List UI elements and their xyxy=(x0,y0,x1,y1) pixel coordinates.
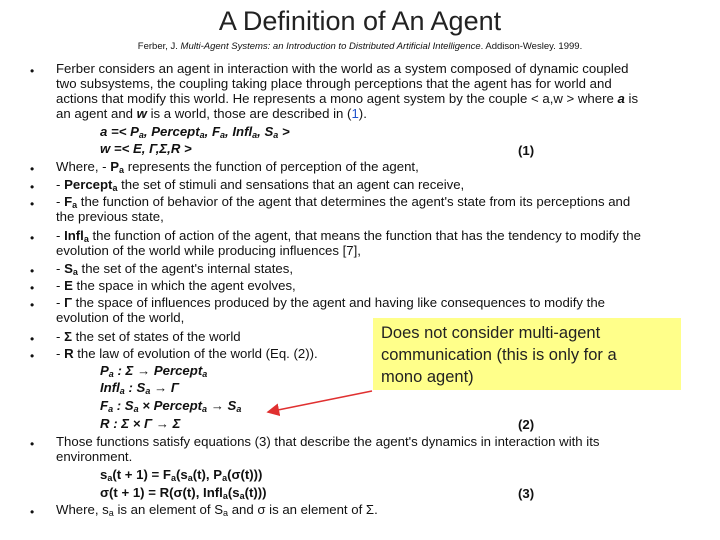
eq3-sub: a xyxy=(239,491,245,501)
eq2-label: (2) xyxy=(518,417,535,432)
eq3-part: σ(t + 1) = R(σ(t), Infl xyxy=(100,485,223,500)
reference-citation xyxy=(0,41,720,52)
list-item-continuation: the previous state, xyxy=(56,209,164,224)
list-item-symbol: P xyxy=(110,159,120,174)
eq2-sub: a xyxy=(108,369,114,379)
list-item-prefix: - xyxy=(56,295,65,310)
list-item xyxy=(56,279,296,294)
final-pre: Where, s xyxy=(56,502,109,517)
eq1-a xyxy=(100,124,290,139)
p1-line4-post: ). xyxy=(358,106,367,121)
list-item-symbol: Σ xyxy=(64,329,72,344)
list-item-text: the set of states of the world xyxy=(71,329,241,344)
eq2-sub: a xyxy=(108,404,114,414)
eq3-part: s xyxy=(100,467,108,482)
final-mid: is an element of S xyxy=(113,502,224,517)
list-item-prefix: Where, - xyxy=(56,159,111,174)
list-item-prefix: - xyxy=(56,261,65,276)
list-item xyxy=(56,330,241,345)
list-item-prefix: - xyxy=(56,346,65,361)
eq3-line1 xyxy=(100,467,262,482)
list-bullet: • xyxy=(30,180,35,194)
list-item-symbol: F xyxy=(64,194,73,209)
final-post: and σ is an element of Σ. xyxy=(228,502,378,517)
eq2-l3-pre: F xyxy=(100,398,109,413)
list-item-subscript: a xyxy=(119,165,125,175)
list-item-text: represents the function of perception of the agent, xyxy=(124,159,419,174)
list-item xyxy=(56,229,641,244)
p1-line3-is: is xyxy=(624,91,639,106)
eq1-percept: , Percept xyxy=(143,124,200,139)
final-line xyxy=(56,503,378,518)
eq1-infl: , Infl xyxy=(225,124,253,139)
eq1-w: w =< E, Γ,Σ,R > xyxy=(100,141,192,156)
arrow-line xyxy=(268,391,372,412)
list-item-symbol: Percept xyxy=(64,177,113,192)
eq1-label: (1) xyxy=(518,143,535,158)
eq3-line2 xyxy=(100,485,267,500)
list-item-prefix: - xyxy=(56,194,65,209)
bullet-1: • xyxy=(30,64,35,78)
p1-line3-text: actions that modify this world. He represents a mono agent system by the couple < a,w > where xyxy=(56,91,614,106)
list-item-subscript: a xyxy=(72,267,78,277)
p1-eq-ref: 1 xyxy=(351,106,359,121)
reference-book-title: Multi-Agent Systems: an Introduction to Distributed Artificial Intelligence xyxy=(180,41,481,52)
eq3-sub: a xyxy=(222,491,228,501)
eq1-sub: a xyxy=(273,130,279,140)
list-bullet: • xyxy=(30,298,35,312)
eq2-line1 xyxy=(100,363,207,378)
bullet-p2: • xyxy=(30,437,35,451)
eq2-sub: a xyxy=(133,404,139,414)
eq1-sub: a xyxy=(252,130,258,140)
eq2-line4: R : Σ × Γ → Σ xyxy=(100,416,181,431)
list-item-text: the function of behavior of the agent that determines the agent's state from its perceptions and xyxy=(77,194,631,209)
list-item-prefix: - xyxy=(56,329,65,344)
eq1-close: > xyxy=(278,124,290,139)
p1-var-a: a xyxy=(617,91,625,106)
p1-line4-pre: an agent and xyxy=(56,106,137,121)
eq3-part: (σ(t))) xyxy=(227,467,263,482)
reference-author: Ferber, J. xyxy=(137,41,178,52)
list-item-symbol: R xyxy=(64,346,74,361)
list-item-symbol: Infl xyxy=(64,228,84,243)
bullet-final: • xyxy=(30,505,35,519)
eq3-part: (s xyxy=(176,467,188,482)
p1-line3 xyxy=(56,92,638,107)
list-bullet: • xyxy=(30,332,35,346)
list-item-text: the space in which the agent evolves, xyxy=(72,278,296,293)
list-item xyxy=(56,178,464,193)
list-item xyxy=(56,195,630,210)
list-item-subscript: a xyxy=(112,183,118,193)
eq2-l3-end: → S xyxy=(207,398,237,413)
p2-line1: Those functions satisfy equations (3) that describe the agent's dynamics in interaction with its xyxy=(56,434,600,449)
list-item-prefix: - xyxy=(56,278,65,293)
eq3-sub: a xyxy=(107,473,113,483)
list-item-prefix: - xyxy=(56,228,65,243)
list-item-text: the law of evolution of the world (Eq. (2)). xyxy=(73,346,318,361)
eq2-sub: a xyxy=(202,369,208,379)
list-item-symbol: E xyxy=(64,278,73,293)
eq3-sub: a xyxy=(187,473,193,483)
eq2-l1-post: : Σ → Percept xyxy=(113,363,203,378)
eq2-line3 xyxy=(100,398,241,413)
eq3-part: (t), P xyxy=(192,467,223,482)
p1-line4 xyxy=(56,107,367,122)
p1-line4-mid: is a world, those are described in ( xyxy=(146,106,352,121)
reference-publisher: . Addison-Wesley. 1999. xyxy=(480,41,583,52)
eq1-sub: a xyxy=(138,130,144,140)
eq1-a-def: a =< P xyxy=(100,124,139,139)
list-bullet: • xyxy=(30,349,35,363)
eq2-l2-end: → Γ xyxy=(150,380,179,395)
eq2-sub: a xyxy=(119,386,125,396)
eq3-part: (t + 1) = F xyxy=(112,467,171,482)
list-item-symbol: Γ xyxy=(64,295,72,310)
list-bullet: • xyxy=(30,197,35,211)
eq2-l3-post: : S xyxy=(113,398,134,413)
list-item-subscript: a xyxy=(83,234,89,244)
callout-note xyxy=(373,318,681,390)
eq2-sub: a xyxy=(145,386,151,396)
list-item xyxy=(56,262,293,277)
eq2-l2-pre: Infl xyxy=(100,380,120,395)
eq1-f: , F xyxy=(204,124,221,139)
eq2-l1-pre: P xyxy=(100,363,109,378)
eq3-part: (s xyxy=(227,485,240,500)
final-sub: a xyxy=(223,508,229,518)
list-bullet: • xyxy=(30,281,35,295)
eq3-label: (3) xyxy=(518,486,535,501)
p2-line2: environment. xyxy=(56,449,133,464)
eq1-sub: a xyxy=(220,130,226,140)
list-bullet: • xyxy=(30,264,35,278)
callout-line2: communication (this is only for a xyxy=(381,346,617,364)
list-item xyxy=(56,160,419,175)
list-item xyxy=(56,347,318,362)
eq2-l3-mid: × Percept xyxy=(138,398,203,413)
eq3-sub: a xyxy=(222,473,228,483)
list-item-text: the function of action of the agent, that means the function that has the tendency to modify the xyxy=(88,228,641,243)
eq1-sub: a xyxy=(199,130,205,140)
list-item-symbol: S xyxy=(64,261,73,276)
eq2-sub: a xyxy=(202,404,208,414)
callout-line1: Does not consider multi-agent xyxy=(381,324,601,342)
list-item-continuation: evolution of the world while producing influences [7], xyxy=(56,243,361,258)
list-item-prefix: - xyxy=(56,177,65,192)
list-item-text: the space of influences produced by the agent and having like consequences to modify the xyxy=(72,295,605,310)
eq2-l2-post: : S xyxy=(124,380,146,395)
p1-line2: two subsystems, the coupling taking place through perceptions that the agent has for world and xyxy=(56,76,612,91)
list-item-text: the set of the agent's internal states, xyxy=(77,261,293,276)
eq2-line2 xyxy=(100,380,179,395)
eq3-part: (t))) xyxy=(244,485,267,500)
list-item xyxy=(56,296,605,311)
p1-line1: Ferber considers an agent in interaction with the world as a system composed of dynamic coupled xyxy=(56,61,629,76)
list-bullet: • xyxy=(30,162,35,176)
p1-var-w: w xyxy=(136,106,147,121)
slide-title: A Definition of An Agent xyxy=(218,6,502,36)
callout-line3: mono agent) xyxy=(381,368,474,386)
list-item-continuation: evolution of the world, xyxy=(56,310,185,325)
list-bullet: • xyxy=(30,231,35,245)
final-sub: a xyxy=(108,508,114,518)
eq2-sub: a xyxy=(236,404,242,414)
eq1-s: , S xyxy=(257,124,274,139)
list-item-subscript: a xyxy=(72,200,78,210)
eq3-sub: a xyxy=(170,473,176,483)
list-item-text: the set of stimuli and sensations that an agent can receive, xyxy=(117,177,465,192)
